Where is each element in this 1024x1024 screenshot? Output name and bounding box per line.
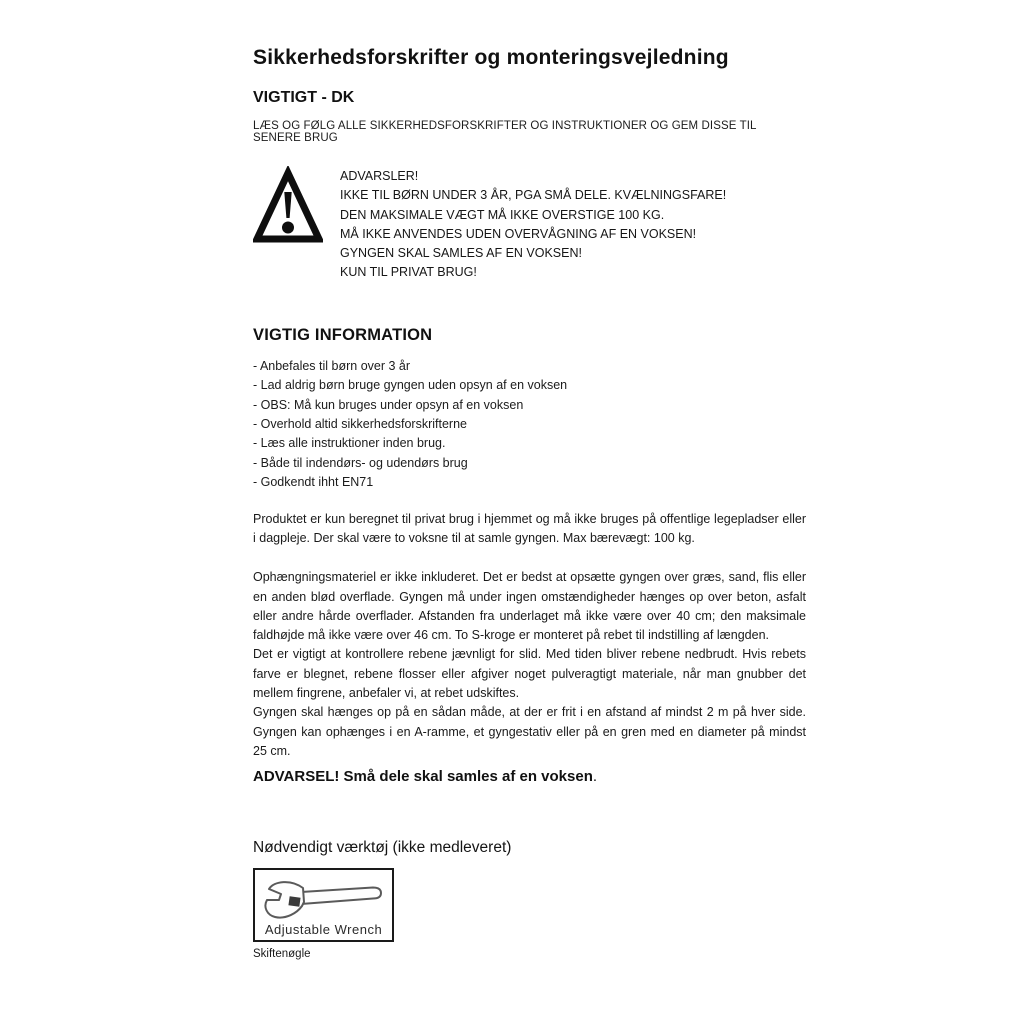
small-parts-warning xyxy=(253,768,806,785)
list-item: - Både til indendørs- og udendørs brug xyxy=(253,455,468,470)
paragraph-clearance: Gyngen skal hænges op på en sådan måde, at der er frit i en afstand af mindst 2 m på hver side. Gyngen kan ophænges i en A-ramme, et gyngestativ eller på en gren med en diameter på mindst 25 cm. xyxy=(253,705,806,758)
document-content xyxy=(253,46,806,960)
list-item: - Læs alle instruktioner inden brug. xyxy=(253,436,446,451)
important-info-heading: VIGTIG INFORMATION xyxy=(253,325,433,344)
tools-heading: Nødvendigt værktøj (ikke medleveret) xyxy=(253,839,512,857)
importance-heading: VIGTIGT - DK xyxy=(253,89,355,106)
tool-image-box xyxy=(253,868,394,942)
warning-line: DEN MAKSIMALE VÆGT MÅ IKKE OVERSTIGE 100 KG. xyxy=(340,207,665,222)
paragraph-rope-wear: Det er vigtigt at kontrollere rebene jævnligt for slid. Med tiden bliver rebene nedbrudt. Hvis rebets farve er blegnet, rebene flosser eller afgiver noget pulveragtigt materiale, når man gnubber det mellem fingrene, anbefaler vi, at rebet udskiftes. xyxy=(253,647,806,700)
warning-lines xyxy=(340,166,726,283)
paragraph-private-use: Produktet er kun beregnet til privat brug i hjemmet og må ikke bruges på offentlige legepladser eller i dagpleje. Der skal være to voksne til at samle gyngen. Max bærevægt: 100 kg. xyxy=(253,511,806,545)
warning-block xyxy=(253,166,806,283)
adjustable-wrench-icon xyxy=(259,876,391,922)
small-parts-warning-suffix: . xyxy=(592,768,598,786)
warning-line: IKKE TIL BØRN UNDER 3 ÅR, PGA SMÅ DELE. KVÆLNINGSFARE! xyxy=(340,188,727,203)
small-parts-warning-bold: ADVARSEL! Små dele skal samles af en voksen xyxy=(253,768,593,786)
warning-line: MÅ IKKE ANVENDES UDEN OVERVÅGNING AF EN VOKSEN! xyxy=(340,226,697,241)
warning-line: ADVARSLER! xyxy=(340,169,419,183)
list-item: - Godkendt ihht EN71 xyxy=(253,475,374,490)
list-item: - Overhold altid sikkerhedsforskrifterne xyxy=(253,417,467,431)
paragraph-mounting: Ophængningsmateriel er ikke inkluderet. Det er bedst at opsætte gyngen over græs, sand, flis eller en anden blød overflade. Gyngen må under ingen omstændigheder hænges op over beton, asfalt eller andre hårde overflader. Afstanden fra underlaget må ikke være over 40 cm; den maksimale faldhøjde må ikke være over 46 cm. To S-kroge er monteret på rebet til indstilling af længden. xyxy=(253,570,806,643)
warning-line: KUN TIL PRIVAT BRUG! xyxy=(340,265,477,280)
list-item: - Lad aldrig børn bruge gyngen uden opsyn af en voksen xyxy=(253,378,568,393)
important-info-list xyxy=(253,357,806,493)
warning-triangle-icon xyxy=(253,166,323,245)
list-item: - OBS: Må kun bruges under opsyn af en voksen xyxy=(253,397,524,412)
list-item: - Anbefales til børn over 3 år xyxy=(253,358,411,373)
read-notice: LÆS OG FØLG ALLE SIKKERHEDSFORSKRIFTER OG INSTRUKTIONER OG GEM DISSE TIL SENERE BRUG xyxy=(253,120,757,144)
tool-image-label: Adjustable Wrench xyxy=(264,922,383,938)
page-title: Sikkerhedsforskrifter og monteringsvejledning xyxy=(253,46,729,69)
warning-line: GYNGEN SKAL SAMLES AF EN VOKSEN! xyxy=(340,246,582,261)
tool-caption: Skiftenøgle xyxy=(253,948,311,961)
